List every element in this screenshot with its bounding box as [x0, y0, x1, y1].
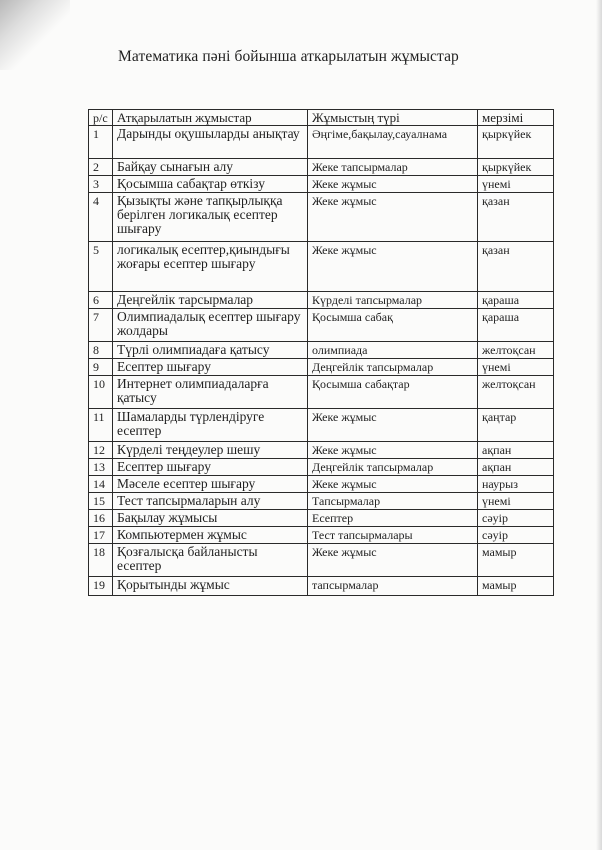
table-row [89, 577, 554, 596]
row-work: Түрлі олимпиадаға қатысу [113, 342, 308, 359]
table-row [89, 342, 554, 359]
row-term: қыркүйек [478, 126, 554, 159]
row-type: Жеке тапсырмалар [308, 159, 478, 176]
row-term: мамыр [478, 577, 554, 596]
row-work: Қосымша сабақтар өткізу [113, 176, 308, 193]
table-row [89, 126, 554, 159]
row-work: Дарынды оқушыларды анықтау [113, 126, 308, 159]
work-plan-table [88, 109, 554, 596]
row-type: Жеке жұмыс [308, 242, 478, 292]
row-num: 19 [89, 577, 113, 596]
row-work: Бақылау жұмысы [113, 510, 308, 527]
row-num: 13 [89, 459, 113, 476]
row-work: Компьютермен жұмыс [113, 527, 308, 544]
row-term: желтоқсан [478, 376, 554, 409]
row-num: 18 [89, 544, 113, 577]
table-row [89, 242, 554, 292]
row-term: ақпан [478, 442, 554, 459]
row-type: Тест тапсырмалары [308, 527, 478, 544]
row-type: Қосымша сабақ [308, 309, 478, 342]
row-work: логикалық есептер,қиындығы жоғары есептер шығару [113, 242, 308, 292]
table-row [89, 510, 554, 527]
row-num: 16 [89, 510, 113, 527]
scan-shadow-edge [596, 0, 602, 850]
row-type: Деңгейлік тапсырмалар [308, 459, 478, 476]
row-term: қаңтар [478, 409, 554, 442]
row-type: Тапсырмалар [308, 493, 478, 510]
row-work: Интернет олимпиадаларға қатысу [113, 376, 308, 409]
row-work: Күрделі теңдеулер шешу [113, 442, 308, 459]
header-num: р/с [89, 110, 113, 126]
row-num: 5 [89, 242, 113, 292]
row-type: Жеке жұмыс [308, 193, 478, 242]
table-header-row [89, 110, 554, 126]
table-row [89, 159, 554, 176]
row-term: наурыз [478, 476, 554, 493]
row-term: үнемі [478, 359, 554, 376]
row-work: Тест тапсырмаларын алу [113, 493, 308, 510]
table-row [89, 176, 554, 193]
row-type: Жеке жұмыс [308, 442, 478, 459]
row-term: қараша [478, 309, 554, 342]
row-type: Жеке жұмыс [308, 409, 478, 442]
row-work: Олимпиадалық есептер шығару жолдары [113, 309, 308, 342]
row-term: үнемі [478, 493, 554, 510]
row-work: Қызықты және тапқырлыққа берілген логикалық есептер шығару [113, 193, 308, 242]
table-row [89, 193, 554, 242]
row-num: 7 [89, 309, 113, 342]
row-work: Деңгейлік тарсырмалар [113, 292, 308, 309]
row-num: 12 [89, 442, 113, 459]
row-num: 3 [89, 176, 113, 193]
row-num: 11 [89, 409, 113, 442]
row-work: Қорытынды жұмыс [113, 577, 308, 596]
row-num: 4 [89, 193, 113, 242]
row-work: Қозғалысқа байланысты есептер [113, 544, 308, 577]
row-term: үнемі [478, 176, 554, 193]
row-type: Әңгіме,бақылау,сауалнама [308, 126, 478, 159]
row-num: 6 [89, 292, 113, 309]
row-work: Есептер шығару [113, 459, 308, 476]
table-row [89, 409, 554, 442]
row-term: ақпан [478, 459, 554, 476]
row-num: 2 [89, 159, 113, 176]
row-num: 15 [89, 493, 113, 510]
row-type: Есептер [308, 510, 478, 527]
row-num: 17 [89, 527, 113, 544]
row-term: қараша [478, 292, 554, 309]
table-row [89, 359, 554, 376]
row-type: Күрделі тапсырмалар [308, 292, 478, 309]
row-type: тапсырмалар [308, 577, 478, 596]
row-type: олимпиада [308, 342, 478, 359]
row-work: Мәселе есептер шығару [113, 476, 308, 493]
table-row [89, 476, 554, 493]
table-row [89, 309, 554, 342]
row-term: қазан [478, 193, 554, 242]
row-type: Қосымша сабақтар [308, 376, 478, 409]
row-num: 1 [89, 126, 113, 159]
table-row [89, 493, 554, 510]
row-term: сәуір [478, 510, 554, 527]
row-type: Жеке жұмыс [308, 476, 478, 493]
table-row [89, 544, 554, 577]
page-title: Математика пәні бойынша аткарылатын жұмыстар [118, 48, 459, 65]
row-num: 8 [89, 342, 113, 359]
row-num: 9 [89, 359, 113, 376]
scan-shadow-corner [0, 0, 70, 70]
row-term: қыркүйек [478, 159, 554, 176]
table-row [89, 376, 554, 409]
row-term: қазан [478, 242, 554, 292]
row-term: желтоқсан [478, 342, 554, 359]
row-num: 10 [89, 376, 113, 409]
header-work: Атқарылатын жұмыстар [113, 110, 308, 126]
row-num: 14 [89, 476, 113, 493]
row-type: Деңгейлік тапсырмалар [308, 359, 478, 376]
row-work: Есептер шығару [113, 359, 308, 376]
row-type: Жеке жұмыс [308, 544, 478, 577]
header-term: мерзімі [478, 110, 554, 126]
row-term: сәуір [478, 527, 554, 544]
row-term: мамыр [478, 544, 554, 577]
row-work: Байқау сынағын алу [113, 159, 308, 176]
table-row [89, 459, 554, 476]
header-type: Жұмыстың түрі [308, 110, 478, 126]
table-row [89, 442, 554, 459]
table-row [89, 527, 554, 544]
table-row [89, 292, 554, 309]
row-type: Жеке жұмыс [308, 176, 478, 193]
row-work: Шамаларды түрлендіруге есептер [113, 409, 308, 442]
